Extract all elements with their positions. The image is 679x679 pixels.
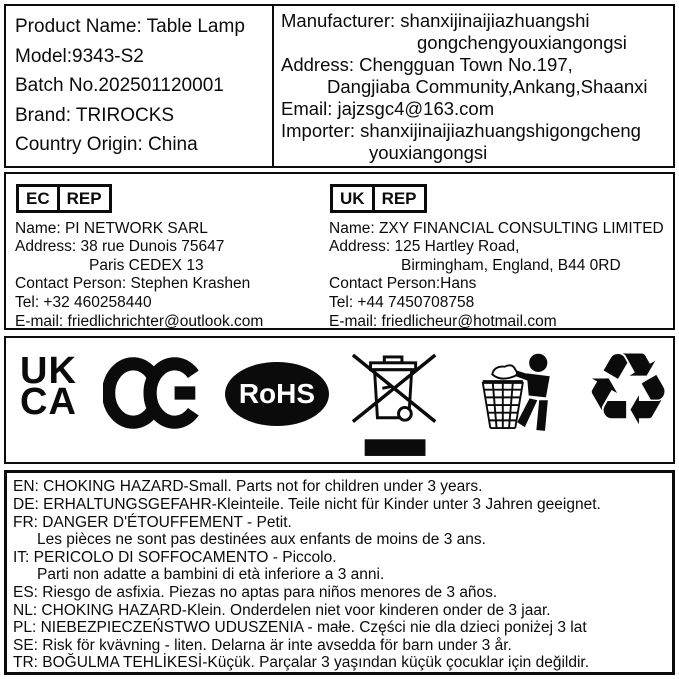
ce-mark-icon — [103, 354, 199, 432]
uk-address-line-cont: Birmingham, England, B44 0RD — [401, 256, 621, 274]
ukca-top-text: UK — [20, 349, 77, 392]
uk-contact-line: Contact Person:Hans — [329, 275, 477, 293]
uk-tel-line: Tel: +44 7450708758 — [329, 293, 475, 311]
manufacturer-line: Manufacturer: shanxijinaijiazhuangshi — [281, 10, 590, 31]
warning-fr: FR: DANGER D'ÉTOUFFEMENT - Petit. — [13, 513, 292, 531]
manu-address-line-cont: Dangjiaba Community,Ankang,Shaanxi — [327, 76, 648, 97]
warning-se: SE: Risk för kvävning - liten. Delarna är inte avsedda för barn under 3 år. — [13, 636, 512, 654]
batch-no-line: Batch No.202501120001 — [15, 75, 224, 96]
warning-tr: TR: BOĞULMA TEHLİKESİ-Küçük. Parçalar 3 yaşından küçük çocuklar için değildir. — [13, 654, 590, 672]
rohs-label: RoHS — [238, 377, 316, 409]
warning-fr-cont: Les pièces ne sont pas destinées aux enfants de moins de 3 ans. — [37, 531, 486, 549]
compliance-marks-section — [4, 330, 675, 465]
warning-en: EN: CHOKING HAZARD-Small. Parts not for children under 3 years. — [13, 478, 483, 496]
uk-address-line: Address: 125 Hartley Road, — [329, 238, 520, 256]
rohs-mark-icon — [225, 362, 329, 426]
ec-rep — [15, 182, 329, 328]
recycling-symbol-icon: ♻ — [583, 330, 673, 448]
uk-email-line: E-mail: friedlicheur@hotmail.com — [329, 312, 557, 330]
ec-address-line: Address: 38 rue Dunois 75647 — [15, 238, 225, 256]
ukca-bottom-text: CA — [20, 380, 77, 423]
ec-email-line: E-mail: friedlichrichter@outlook.com — [15, 312, 264, 330]
product-info — [6, 6, 274, 166]
importer-line: Importer: shanxijinaijiazhuangshigongcheng — [281, 120, 641, 141]
uk-badge-left: UK — [340, 188, 365, 208]
uk-rep — [329, 182, 669, 328]
warning-es: ES: Riesgo de asfixia. Piezas no aptas para niños menores de 3 años. — [13, 584, 498, 602]
warning-nl: NL: CHOKING HAZARD-Klein. Onderdelen niet voor kinderen onder de 3 jaar. — [13, 601, 551, 619]
product-name-line: Product Name: Table Lamp — [15, 16, 245, 37]
manu-email-line: Email: jajzsgc4@163.com — [281, 98, 495, 119]
ec-tel-line: Tel: +32 460258440 — [15, 293, 152, 311]
ec-badge-left: EC — [26, 188, 50, 208]
product-info-section — [4, 4, 675, 168]
warnings-section — [4, 470, 675, 675]
warning-it: IT: PERICOLO DI SOFFOCAMENTO - Piccolo. — [13, 548, 337, 566]
ec-name-line: Name: PI NETWORK SARL — [15, 219, 208, 237]
uk-rep-badge-icon — [330, 184, 427, 213]
importer-line-cont: youxiangongsi — [369, 142, 488, 163]
ec-address-line-cont: Paris CEDEX 13 — [89, 256, 204, 274]
tidy-man-icon — [475, 352, 561, 436]
country-origin-line: Country Origin: China — [15, 134, 198, 155]
ec-contact-line: Contact Person: Stephen Krashen — [15, 275, 251, 293]
ukca-mark-icon — [20, 349, 77, 423]
brand-line: Brand: TRIROCKS — [15, 104, 175, 126]
warning-pl: PL: NIEBEZPIECZEŃSTWO UDUSZENIA - małe. Części nie dla dzieci poniżej 3 lat — [13, 619, 587, 637]
weee-bin-icon — [349, 348, 439, 460]
model-line: Model:9343-S2 — [15, 45, 144, 67]
uk-badge-right: REP — [372, 187, 424, 210]
manufacturer-info — [274, 6, 673, 166]
warning-de: DE: ERHALTUNGSGEFAHR-Kleinteile. Teile nicht für Kinder unter 3 Jahren geeignet. — [13, 496, 601, 514]
uk-name-line: Name: ZXY FINANCIAL CONSULTING LIMITED — [329, 219, 664, 237]
ec-rep-badge-icon — [16, 184, 112, 213]
ec-badge-right: REP — [57, 187, 109, 210]
rep-section — [4, 172, 675, 330]
manu-address-line: Address: Chengguan Town No.197, — [281, 54, 573, 75]
manufacturer-line-cont: gongchengyouxiangongsi — [417, 32, 627, 53]
warning-it-cont: Parti non adatte a bambini di età inferiore a 3 anni. — [37, 566, 385, 584]
